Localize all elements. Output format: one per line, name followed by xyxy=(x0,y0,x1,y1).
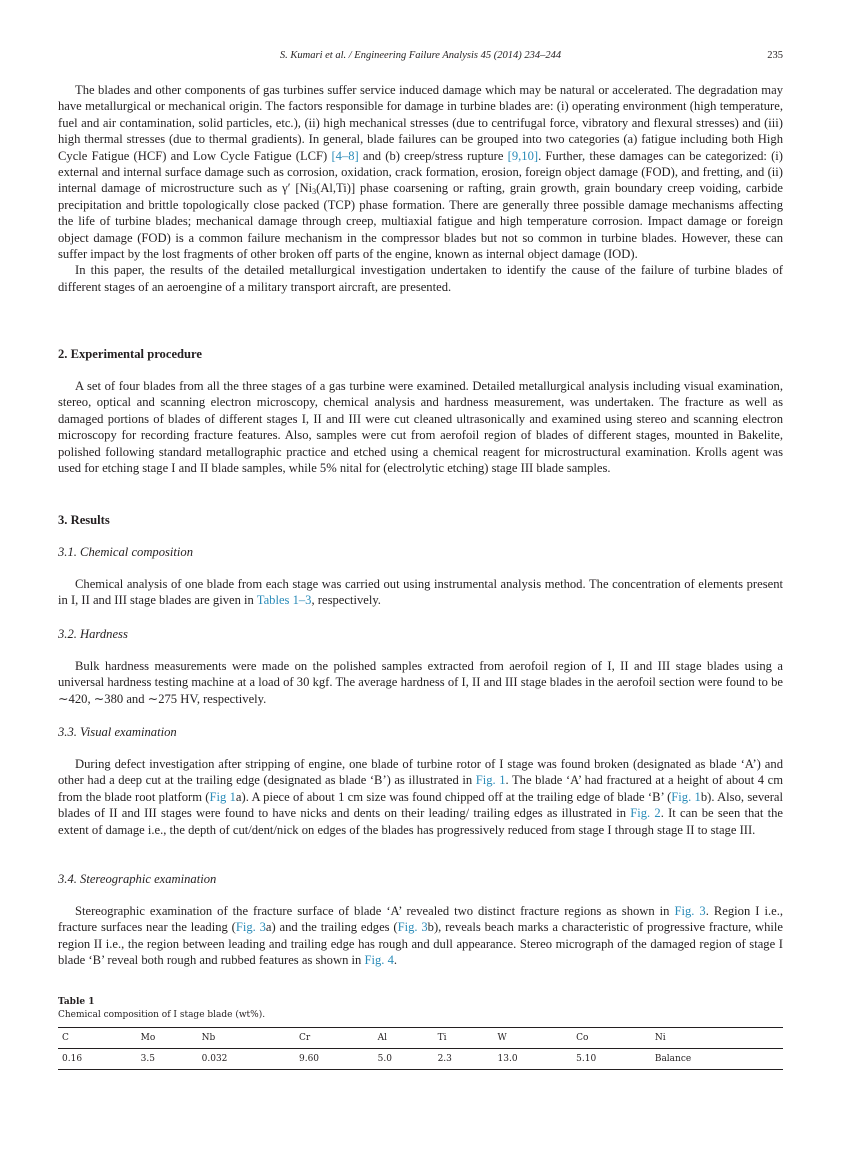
paragraph: A set of four blades from all the three stages of a gas turbine were examined. Detailed metallurgical analysis including visual examination, stereo, optical and scanning electron microscopy, chemical analysis and hardness measurement, was undertaken. The fracture as well as damaged portions of blades of different stages I, II and III were cut cleaned ultrasonically and examined using stereo and scanning electron microscopy for recording fracture features. Also, samples were cut from aerofoil region of blades of different stages, mounted in Bakelite, polished following standard metallographic practice and etched using a chemical reagent for microstructural examination. Krolls agent was used for etching stage I and II blade samples, while 5% nital for (electrolytic etching) stage III blade samples. xyxy=(58,379,783,476)
subsection-heading: 3.1. Chemical composition xyxy=(58,545,194,559)
citation-link[interactable]: [9,10] xyxy=(507,148,539,163)
section-results xyxy=(58,512,783,609)
figure-link[interactable]: Fig. 3 xyxy=(397,920,428,935)
table-cell: 0.16 xyxy=(58,1049,137,1070)
figure-link[interactable]: Fig. 3 xyxy=(235,920,266,935)
column-header: Al xyxy=(374,1028,434,1049)
table-cell: 5.10 xyxy=(572,1049,651,1070)
table-cell: 5.0 xyxy=(374,1049,434,1070)
column-header: W xyxy=(494,1028,573,1049)
table-link[interactable]: Tables 1–3 xyxy=(256,593,312,608)
paragraph: Stereographic examination of the fracture surface of blade ‘A’ revealed two distinct fracture regions as shown in Fig. 3. Region I i.e., fracture surfaces near the leading (Fig. 3a) and the trailing edges (Fig. 3b), reveals beach marks a characteristic of progressive fracture, while region II i.e., the region between leading and trailing edge has rough and dull appearance. Stereo micrograph of the damaged region of stage I blade ‘B’ reveal both rough and rubbed features as shown in Fig. 4. xyxy=(58,904,783,968)
figure-link[interactable]: Fig. 1 xyxy=(671,789,701,804)
section-heading: 3. Results xyxy=(58,513,110,527)
table-label: Table 1 xyxy=(58,997,95,1007)
paragraph: During defect investigation after stripping of engine, one blade of turbine rotor of I stage was found broken (designated as blade ‘A’) and other had a deep cut at the trailing edge (designated as blade ‘B’) as illustrated in Fig. 1. The blade ‘A’ had fractured at a height of about 4 cm from the blade root platform (Fig 1a). A piece of about 1 cm size was found chipped off at the trailing edge of blade ‘B’ (Fig. 1b). Also, several blades of II and III stages were found to have nicks and dents on their leading/ trailing edges as illustrated in Fig. 2. It can be seen that the extent of damage i.e., the depth of cut/dent/nick on edges of the blades has progressively reduced from stage I through stage II to stage III. xyxy=(58,757,783,837)
table-cell: 9.60 xyxy=(295,1049,374,1070)
table-cell: 3.5 xyxy=(137,1049,198,1070)
table-row xyxy=(58,1049,783,1070)
column-header: Ti xyxy=(434,1028,494,1049)
paragraph: Bulk hardness measurements were made on the polished samples extracted from aerofoil region of I, II and III stage blades using a universal hardness testing machine at a load of 30 kgf. The average hardness of I, II and III stage blades in the aerofoil section were found to be ∼420, ∼380 and ∼275 HV, respectively. xyxy=(58,659,783,706)
table-caption-text: Chemical composition of I stage blade (wt%). xyxy=(58,1010,266,1020)
subsection-stereographic xyxy=(58,871,783,969)
column-header: Nb xyxy=(198,1028,295,1049)
table-cell: 0.032 xyxy=(198,1049,295,1070)
section-experimental xyxy=(58,346,783,476)
figure-link[interactable]: Fig. 2 xyxy=(630,806,661,821)
running-head xyxy=(58,50,783,66)
intro-section xyxy=(58,82,783,295)
figure-link[interactable]: Fig. 1 xyxy=(475,773,506,788)
table-header-row xyxy=(58,1028,783,1049)
paragraph: Chemical analysis of one blade from each stage was carried out using instrumental analysis method. The concentration of elements present in I, II and III stage blades are given in Tables 1–3, respectively. xyxy=(58,577,783,608)
subsection-heading: 3.2. Hardness xyxy=(58,627,128,641)
subsection-visual xyxy=(58,724,783,838)
section-heading: 2. Experimental procedure xyxy=(58,347,202,361)
running-title: S. Kumari et al. / Engineering Failure Analysis 45 (2014) 234–244 xyxy=(279,50,562,61)
intro-paragraph-2: In this paper, the results of the detailed metallurgical investigation undertaken to identify the cause of the failure of turbine blades of different stages of an aeroengine of a military transport aircraft, are presented. xyxy=(58,263,783,294)
figure-link[interactable]: Fig 1 xyxy=(209,789,236,804)
table-cell: Balance xyxy=(651,1049,783,1070)
column-header: Ni xyxy=(651,1028,783,1049)
column-header: Mo xyxy=(137,1028,198,1049)
figure-link[interactable]: Fig. 4 xyxy=(364,953,394,968)
column-header: Co xyxy=(572,1028,651,1049)
table-cell: 13.0 xyxy=(494,1049,573,1070)
citation-link[interactable]: [4–8] xyxy=(331,148,359,163)
column-header: C xyxy=(58,1028,137,1049)
page-number: 235 xyxy=(767,50,783,61)
table-caption xyxy=(58,996,783,1022)
composition-table xyxy=(58,1027,783,1070)
table-cell: 2.3 xyxy=(434,1049,494,1070)
subsection-heading: 3.4. Stereographic examination xyxy=(58,872,217,886)
column-header: Cr xyxy=(295,1028,374,1049)
figure-link[interactable]: Fig. 3 xyxy=(674,904,706,918)
intro-paragraph-1: The blades and other components of gas turbines suffer service induced damage which may be natural or accelerated. The degradation may have metallurgical or mechanical origin. The factors responsible for damage in turbine blades are: (i) operating environment (high temperature, fuel and air contamination, solid particles, etc.), (ii) high mechanical stresses (due to centrifugal force, vibratory and flexural stresses) and (iii) high thermal stresses (due to thermal gradients). In general, blade failures can be grouped into two categories (a) fatigue including both High Cycle Fatigue (HCF) and Low Cycle Fatigue (LCF) [4–8] and (b) creep/stress rupture [9,10]. Further, these damages can be categorized: (i) external and internal surface damage such as corrosion, oxidation, crack formation, erosion, foreign object damage (FOD), and fretting, and (ii) internal damage of microstructure such as γ′ $[Ni_3(Al,Ti)]$ phase coarsening or rafting, grain growth, grain boundary creep voiding, carbide precipitation and brittle topologically close packed (TCP) phase formation. There are generally three possible damage mechanisms affecting the life of turbine blades; mechanical damage through creep, multiaxial fatigue and high temperature corrosion. Impact damage or foreign object damage (FOD) is a common failure mechanism in the compressor blades but not so common in turbine blades. However, these can suffer impact by the lost fragments of other broken off parts of the engine, known as internal object damage (IOD). xyxy=(58,83,783,262)
subsection-hardness xyxy=(58,626,783,707)
subsection-heading: 3.3. Visual examination xyxy=(58,725,177,739)
